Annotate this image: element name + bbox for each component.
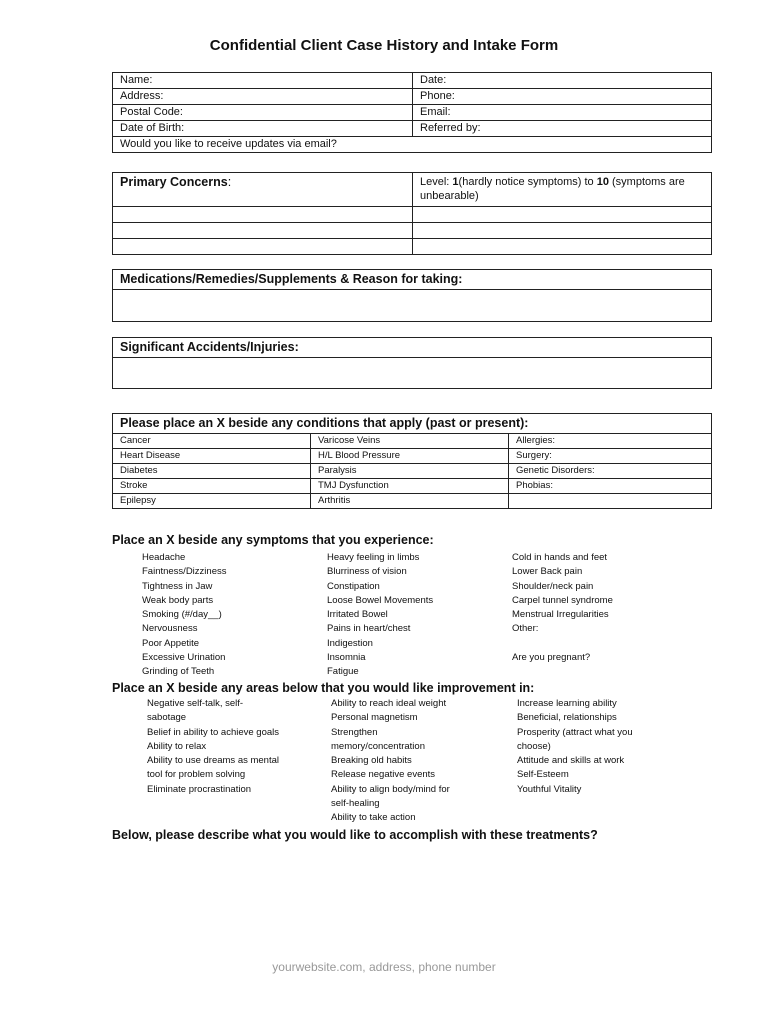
improvement-item[interactable]: Release negative events <box>331 769 436 781</box>
improvement-col-1 <box>147 697 331 826</box>
accidents-box <box>112 337 712 389</box>
level-suffix: (symptoms are unbearable) <box>420 176 685 202</box>
improvement-item[interactable]: choose) <box>517 740 551 752</box>
improvement-item[interactable]: Ability to align body/mind for <box>331 783 450 795</box>
personal-info-table <box>112 72 712 153</box>
conditions-table <box>112 413 712 509</box>
medications-heading: Medications/Remedies/Supplements & Reason for taking: <box>113 270 711 290</box>
concern-level-input[interactable] <box>413 223 712 239</box>
email-updates-field[interactable]: Would you like to receive updates via email? <box>113 137 712 153</box>
condition-item[interactable]: Surgery: <box>509 449 712 464</box>
page-title: Confidential Client Case History and Intake Form <box>209 37 559 54</box>
symptom-item[interactable]: Irritated Bowel <box>327 609 388 621</box>
symptom-item[interactable]: Pains in heart/chest <box>327 623 411 635</box>
symptom-item <box>512 637 712 651</box>
symptom-item[interactable]: Indigestion <box>327 637 373 649</box>
primary-concerns-colon: : <box>227 175 232 189</box>
postal-code-field[interactable]: Postal Code: <box>113 105 413 121</box>
level-scale-cell <box>413 173 712 207</box>
symptom-item[interactable]: Grinding of Teeth <box>142 666 215 678</box>
concern-input[interactable] <box>113 207 413 223</box>
improvement-item[interactable]: Self-Esteem <box>517 769 569 781</box>
improvement-item[interactable]: tool for problem solving <box>147 769 246 781</box>
concern-input[interactable] <box>113 223 413 239</box>
improvement-item[interactable]: sabotage <box>147 712 187 724</box>
improvement-item[interactable]: Beneficial, relationships <box>517 712 617 724</box>
symptom-item[interactable]: Carpel tunnel syndrome <box>512 594 613 606</box>
improvement-item[interactable]: Attitude and skills at work <box>517 755 625 767</box>
improvement-col-3 <box>517 697 717 826</box>
level-mid: (hardly notice symptoms) to <box>458 176 597 188</box>
condition-item[interactable]: Diabetes <box>113 464 311 479</box>
symptom-item[interactable]: Cold in hands and feet <box>512 552 608 563</box>
primary-concerns-heading <box>113 173 413 207</box>
phone-field[interactable]: Phone: <box>413 89 712 105</box>
condition-item[interactable]: H/L Blood Pressure <box>311 449 509 464</box>
conditions-heading: Please place an X beside any conditions that apply (past or present): <box>113 414 712 434</box>
symptom-item[interactable]: Heavy feeling in limbs <box>327 552 420 563</box>
improvement-item[interactable]: Belief in ability to achieve goals <box>147 726 280 738</box>
accomplish-input[interactable] <box>112 850 712 945</box>
improvement-item[interactable]: Strengthen <box>331 726 378 738</box>
improvement-item[interactable]: Increase learning ability <box>517 698 617 709</box>
condition-item[interactable]: Cancer <box>113 434 311 449</box>
condition-item[interactable]: Paralysis <box>311 464 509 479</box>
concern-level-input[interactable] <box>413 239 712 255</box>
name-field[interactable]: Name: <box>113 73 413 89</box>
symptom-item[interactable]: Fatigue <box>327 666 359 678</box>
dob-field[interactable]: Date of Birth: <box>113 121 413 137</box>
improvement-item[interactable]: self-healing <box>331 798 380 810</box>
accidents-heading: Significant Accidents/Injuries: <box>113 338 711 358</box>
symptoms-col-1 <box>142 551 327 680</box>
symptoms-col-3 <box>512 551 712 680</box>
symptom-item[interactable]: Tightness in Jaw <box>142 580 213 592</box>
symptoms-col-2 <box>327 551 512 680</box>
level-high: 10 <box>596 176 609 188</box>
symptom-item[interactable]: Excessive Urination <box>142 652 226 664</box>
improvement-item[interactable]: Negative self-talk, self- <box>147 698 244 709</box>
symptom-item[interactable]: Smoking (#/day__) <box>142 609 222 621</box>
address-field[interactable]: Address: <box>113 89 413 105</box>
condition-item[interactable]: Stroke <box>113 479 311 494</box>
primary-concerns-label: Primary Concerns <box>120 175 228 189</box>
improvement-item[interactable]: Ability to reach ideal weight <box>331 698 447 709</box>
symptom-item[interactable]: Constipation <box>327 580 380 592</box>
symptom-item[interactable]: Nervousness <box>142 623 198 635</box>
concern-level-input[interactable] <box>413 207 712 223</box>
condition-item[interactable] <box>509 494 712 509</box>
referred-by-field[interactable]: Referred by: <box>413 121 712 137</box>
condition-item[interactable]: Genetic Disorders: <box>509 464 712 479</box>
symptom-item[interactable]: Shoulder/neck pain <box>512 580 594 592</box>
condition-item[interactable]: Epilepsy <box>113 494 311 509</box>
level-low: 1 <box>452 176 459 188</box>
symptom-item[interactable]: Blurriness of vision <box>327 566 407 578</box>
primary-concerns-table <box>112 172 712 255</box>
improvement-list <box>147 697 717 826</box>
symptom-item[interactable]: Loose Bowel Movements <box>327 594 434 606</box>
improvement-item[interactable]: Ability to take action <box>331 812 416 824</box>
condition-item[interactable]: Phobias: <box>509 479 712 494</box>
improvement-item[interactable]: Ability to relax <box>147 740 207 752</box>
symptom-item[interactable]: Faintness/Dizziness <box>142 566 227 578</box>
condition-item[interactable]: Allergies: <box>509 434 712 449</box>
improvement-item[interactable]: Eliminate procrastination <box>147 783 252 795</box>
footer-contact: yourwebsite.com, address, phone number <box>272 960 496 974</box>
improvement-item[interactable]: Prosperity (attract what you <box>517 726 633 738</box>
concern-input[interactable] <box>113 239 413 255</box>
symptom-item[interactable]: Insomnia <box>327 652 366 664</box>
improvement-item[interactable]: Personal magnetism <box>331 712 418 724</box>
improvement-heading: Place an X beside any areas below that you would like improvement in: <box>112 681 535 695</box>
symptom-item[interactable]: Other: <box>512 623 539 635</box>
email-field[interactable]: Email: <box>413 105 712 121</box>
condition-item[interactable]: Varicose Veins <box>311 434 509 449</box>
symptom-item[interactable]: Weak body parts <box>142 594 214 606</box>
symptom-item[interactable]: Poor Appetite <box>142 637 200 649</box>
condition-item[interactable]: Arthritis <box>311 494 509 509</box>
date-field[interactable]: Date: <box>413 73 712 89</box>
accomplish-heading: Below, please describe what you would like to accomplish with these treatments? <box>112 828 598 842</box>
improvement-item[interactable]: Breaking old habits <box>331 755 412 767</box>
level-prefix: Level: <box>420 176 453 188</box>
condition-item[interactable]: TMJ Dysfunction <box>311 479 509 494</box>
symptom-item[interactable]: Headache <box>142 552 186 563</box>
improvement-item[interactable]: memory/concentration <box>331 740 425 752</box>
medications-box <box>112 269 712 322</box>
symptoms-heading: Place an X beside any symptoms that you experience: <box>112 533 434 547</box>
accidents-input[interactable] <box>113 358 711 388</box>
symptom-item[interactable]: Lower Back pain <box>512 566 583 578</box>
improvement-item[interactable]: Ability to use dreams as mental <box>147 755 280 767</box>
symptoms-list <box>142 551 712 680</box>
improvement-col-2 <box>331 697 517 826</box>
symptom-item[interactable]: Menstrual Irregularities <box>512 609 609 621</box>
medications-input[interactable] <box>113 290 711 320</box>
improvement-item[interactable]: Youthful Vitality <box>517 783 582 795</box>
symptom-item[interactable]: Are you pregnant? <box>512 652 591 664</box>
condition-item[interactable]: Heart Disease <box>113 449 311 464</box>
